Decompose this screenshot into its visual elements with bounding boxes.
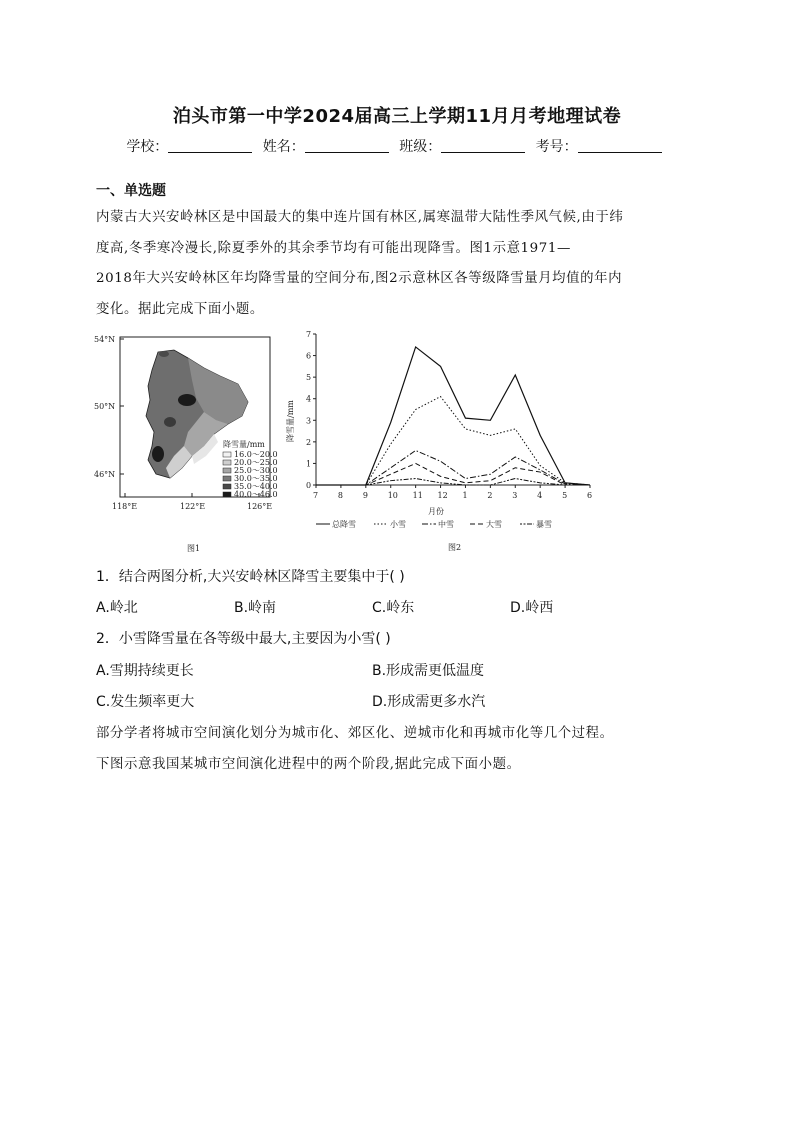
class-label: 班级： [399, 139, 442, 155]
q1-option-a[interactable]: A.岭北 [96, 600, 138, 616]
q2-option-c[interactable]: C.发生频率更大 [96, 694, 195, 710]
legend-label: 中雪 [438, 520, 454, 529]
y-tick-label: 6 [306, 351, 312, 361]
legend-item-4: 30.0～35.0 [234, 474, 278, 483]
legend-label: 总降雪 [332, 520, 356, 529]
x-tick-label: 11 [412, 491, 423, 500]
figure-2-caption: 图2 [448, 543, 462, 552]
legend-item-1: 16.0～20.0 [234, 450, 278, 459]
chart-legend [316, 519, 552, 529]
q1-option-b[interactable]: B.岭南 [234, 600, 277, 616]
legend-item-6: 40.0～46.0 [234, 490, 278, 499]
name-blank[interactable] [305, 138, 389, 153]
x-tick-label: 6 [587, 491, 593, 500]
legend-item-3: 25.0～30.0 [234, 466, 278, 475]
x-tick-label: 8 [337, 491, 344, 500]
y-tick-label: 1 [306, 459, 312, 469]
page-title: 泊头市第一中学2024届高三上学期11月月考地理试卷 [172, 106, 622, 127]
intro-line-1: 内蒙古大兴安岭林区是中国最大的集中连片国有林区,属寒温带大陆性季风气候,由于纬 [96, 210, 624, 225]
exam-number-label: 考号： [535, 139, 578, 155]
legend-item-5: 35.0～40.0 [234, 482, 278, 491]
x-tick-label: 7 [313, 491, 319, 500]
intro-line-2: 度高,冬季寒冷漫长,除夏季外的其余季节均有可能出现降雪。图1示意1971— [96, 241, 572, 256]
y-axis-label: 降雪量/mm [286, 400, 295, 442]
q2-option-b[interactable]: B.形成需更低温度 [372, 663, 485, 679]
school-label: 学校： [126, 139, 169, 155]
class-blank[interactable] [441, 138, 525, 153]
series-line-4 [316, 463, 590, 485]
x-tick-label: 1 [462, 491, 468, 500]
lat-label-46: 46°N [94, 470, 116, 479]
q1-option-c[interactable]: C.岭东 [372, 600, 415, 616]
x-tick-label: 3 [512, 491, 518, 500]
q1-option-d[interactable]: D.岭西 [510, 600, 554, 616]
x-tick-label: 4 [537, 491, 543, 500]
lat-label-50: 50°N [94, 402, 116, 411]
x-tick-label: 10 [387, 491, 398, 500]
question-1-stem: 1．结合两图分析,大兴安岭林区降雪主要集中于( ) [96, 569, 405, 585]
legend-title: 降雪量/mm [223, 440, 265, 449]
y-tick-label: 3 [306, 416, 312, 426]
series-line-2 [316, 397, 590, 485]
intro-line-3: 2018年大兴安岭林区年均降雪量的空间分布,图2示意林区各等级降雪量月均值的年内 [96, 271, 623, 286]
lon-label-122: 122°E [180, 502, 206, 511]
q2-option-a[interactable]: A.雪期持续更长 [96, 663, 194, 679]
x-tick-label: 9 [362, 491, 368, 500]
legend-label: 大雪 [486, 520, 502, 529]
student-info-row [0, 136, 794, 156]
y-tick-label: 0 [306, 481, 312, 490]
section-heading: 一、单选题 [96, 183, 166, 199]
outro-line-2: 下图示意我国某城市空间演化进程中的两个阶段,据此完成下面小题。 [96, 757, 521, 772]
chart-series [316, 347, 590, 485]
x-tick-label: 2 [487, 491, 493, 500]
x-tick-label: 12 [437, 491, 448, 500]
figure-1-caption: 图1 [187, 544, 201, 553]
legend-item-2: 20.0～25.0 [234, 458, 278, 467]
intro-line-4: 变化。据此完成下面小题。 [96, 302, 264, 317]
legend-label: 暴雪 [536, 520, 552, 529]
name-label: 姓名： [262, 139, 305, 155]
y-tick-label: 7 [306, 330, 312, 339]
outro-line-1: 部分学者将城市空间演化划分为城市化、郊区化、逆城市化和再城市化等几个过程。 [96, 726, 614, 741]
y-tick-label: 4 [306, 394, 312, 404]
lat-label-54: 54°N [94, 335, 116, 344]
exam-number-blank[interactable] [578, 138, 662, 153]
series-line-1 [316, 347, 590, 485]
x-axis-label: 月份 [428, 507, 444, 516]
q2-option-d[interactable]: D.形成需更多水汽 [372, 694, 486, 710]
x-tick-label: 5 [562, 491, 568, 500]
monthly-snowfall-chart [280, 326, 600, 556]
lon-label-118: 118°E [112, 502, 138, 511]
y-tick-label: 5 [306, 373, 312, 383]
question-2-stem: 2．小雪降雪量在各等级中最大,主要因为小雪( ) [96, 631, 391, 647]
y-tick-label: 2 [306, 437, 312, 447]
school-blank[interactable] [168, 138, 252, 153]
lon-label-126: 126°E [247, 502, 273, 511]
snowfall-map-figure [92, 328, 282, 556]
legend-label: 小雪 [390, 520, 406, 529]
